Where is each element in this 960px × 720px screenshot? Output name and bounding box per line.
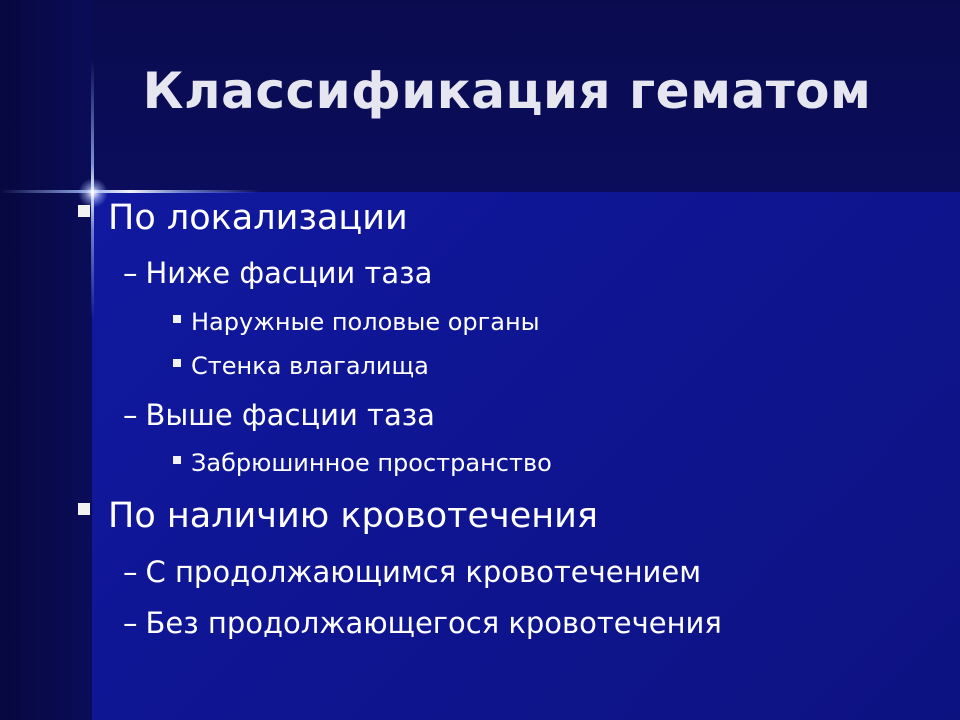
bullet-item-level2 — [123, 398, 435, 432]
bullet-text: Стенка влагалища — [191, 352, 429, 380]
square-bullet-icon — [78, 205, 90, 217]
dash-bullet-icon: – — [123, 256, 138, 290]
bullet-text: По локализации — [108, 198, 408, 238]
bullet-text: По наличию кровотечения — [108, 496, 598, 536]
square-bullet-icon — [78, 503, 90, 515]
bullet-item-level2 — [123, 256, 432, 290]
bullet-text: Ниже фасции таза — [145, 256, 433, 290]
bullet-text: Выше фасции таза — [145, 398, 435, 432]
bullet-item-level3 — [173, 308, 540, 336]
bullet-item-level2 — [123, 606, 722, 640]
square-bullet-icon — [173, 359, 181, 367]
bullet-text: Без продолжающегося кровотечения — [145, 606, 722, 640]
bullet-item-level1 — [78, 198, 408, 238]
bullet-text: Забрюшинное пространство — [191, 449, 552, 477]
dash-bullet-icon: – — [123, 555, 138, 589]
square-bullet-icon — [173, 456, 181, 464]
bullet-item-level3 — [173, 449, 552, 477]
square-bullet-icon — [173, 315, 181, 323]
bullet-item-level3 — [173, 352, 429, 380]
bullet-item-level1 — [78, 496, 598, 536]
slide-title: Классификация гематом — [142, 62, 872, 120]
dash-bullet-icon: – — [123, 606, 138, 640]
dash-bullet-icon: – — [123, 398, 138, 432]
bullet-text: Наружные половые органы — [191, 308, 540, 336]
bullet-item-level2 — [123, 555, 701, 589]
bullet-text: С продолжающимся кровотечением — [145, 555, 702, 589]
